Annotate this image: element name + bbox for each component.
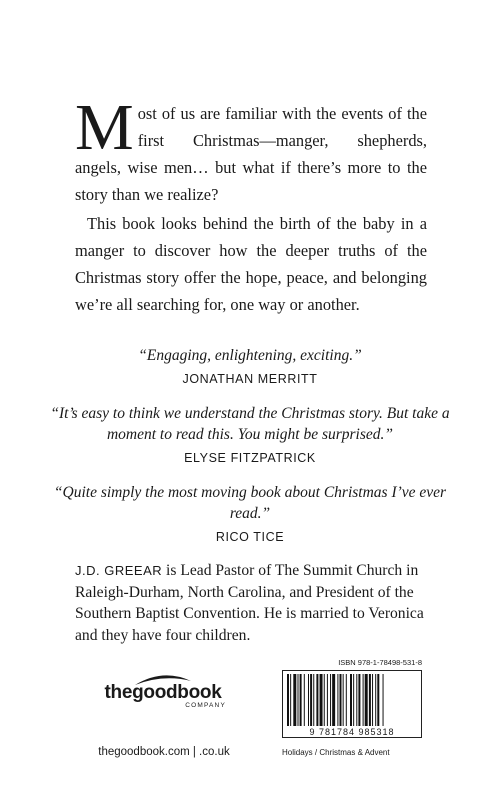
barcode-bar [346,674,347,726]
isbn-label: ISBN 978-1-78498-531-8 [338,658,422,667]
barcode-bar [324,674,325,726]
barcode-bar [304,674,305,726]
endorsement-author: RICO TICE [215,530,285,544]
barcode-bar [327,674,328,726]
publisher-website: thegoodbook.com | .co.uk [98,746,230,758]
barcode-bar [369,674,371,726]
endorsement-3 [50,482,450,544]
barcode-frame [282,670,422,738]
author-name: J.D. GREEAR [75,563,163,578]
blurb-paragraph-2: This book looks behind the birth of the baby in a manger to discover how the deeper truths of the Christmas story offer the hope, peace, and belonging we’re all searching for, one way or another. [75,214,427,314]
barcode-bar [320,674,323,726]
barcode-bar [356,674,357,726]
publisher-logo [98,672,228,709]
logo-wordmark: thegoodbook [104,682,222,703]
barcode-bar [377,674,379,726]
barcode-bar [343,674,344,726]
barcode-bar [353,674,354,726]
barcode-bar [290,674,291,726]
barcode-bar [375,674,376,726]
blurb-paragraph-1-text: ost of us are familiar with the events of the first Christmas—manger, shepherds, angels, wise men… but what if there’s more to the story than we realize? [75,104,427,204]
drop-cap: M [75,91,134,164]
book-category: Holidays / Christmas & Advent [282,748,390,757]
barcode-bar [313,674,314,726]
barcode-bar [337,674,338,726]
barcode-bar [363,674,364,726]
barcode-bar [332,674,335,726]
book-blurb [75,91,427,318]
author-bio [75,560,427,646]
endorsement-author: ELYSE FITZPATRICK [184,451,316,465]
blurb-paragraph-1 [75,91,427,208]
barcode-bar [330,674,331,726]
barcode-bar [308,674,309,726]
barcode-bar [350,674,352,726]
endorsement-author: JONATHAN MERRITT [182,372,318,386]
barcode-area [282,658,422,738]
barcode-bar [287,674,289,726]
endorsement-quote: “Quite simply the most moving book about Christmas I’ve ever read.” [53,484,447,522]
endorsement-quote: “Engaging, enlightening, exciting.” [138,347,362,364]
barcode-bar [358,674,360,726]
endorsement-2 [50,403,450,465]
barcode-digits: 9 781784 985318 [285,727,419,737]
barcode-bar [340,674,342,726]
author-bio-paragraph [75,560,427,646]
endorsement-1 [50,345,450,386]
barcode-bar [365,674,368,726]
barcode-bar [310,674,312,726]
barcode-bar [316,674,318,726]
barcode-bar [383,674,384,726]
barcode-bar [293,674,296,726]
logo-subtitle: COMPANY [185,702,226,709]
author-bio-text: is Lead Pastor of The Summit Church in Raleigh-Durham, North Carolina, and President of the Southern Baptist Convention. He is married to Veronica and they have four children. [75,562,424,644]
barcode-bar [372,674,373,726]
barcode-bar [298,674,299,726]
barcode-bar [300,674,302,726]
barcode-icon [287,674,417,726]
endorsements [50,345,450,561]
endorsement-quote: “It’s easy to think we understand the Christmas story. But take a moment to read this. You might be surprised.” [50,405,450,443]
